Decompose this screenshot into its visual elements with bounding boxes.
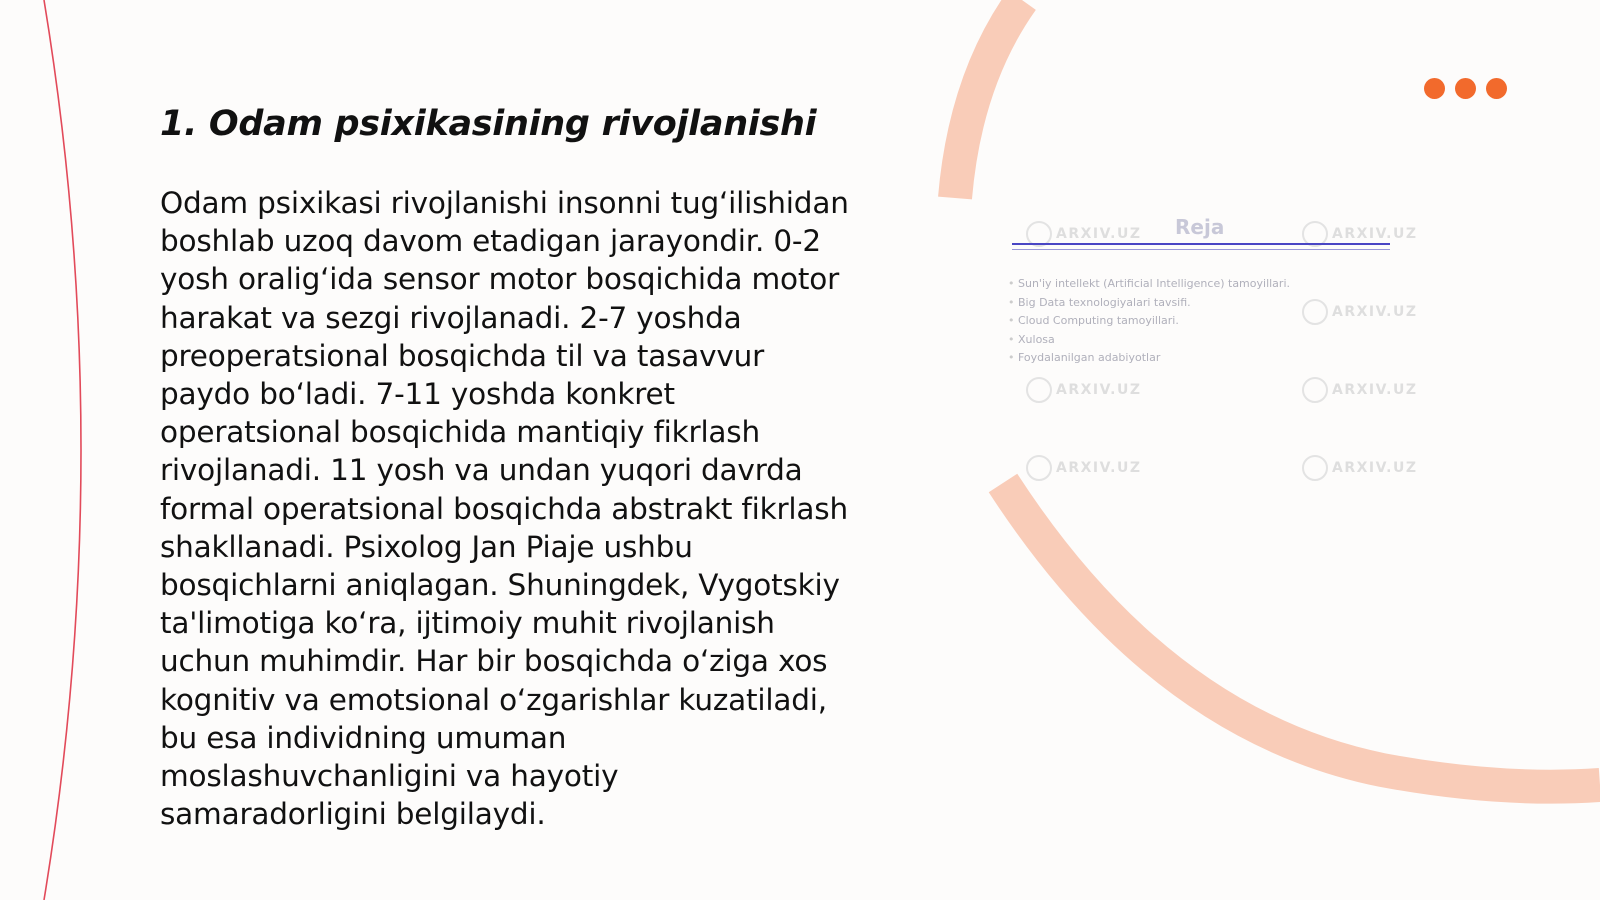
thumbnail-title-rule	[1012, 243, 1390, 250]
watermark-text: ARXIV.UZ	[1302, 455, 1418, 481]
watermark-text: ARXIV.UZ	[1302, 221, 1418, 247]
dot-icon	[1486, 78, 1507, 99]
thumbnail-list-item: • Foydalanilgan adabiyotlar	[1008, 349, 1290, 368]
watermark-text: ARXIV.UZ	[1026, 455, 1142, 481]
dot-icon	[1424, 78, 1445, 99]
thumbnail-list-item: • Big Data texnologiyalari tavsifi.	[1008, 294, 1290, 313]
left-accent-curve	[44, 0, 81, 900]
thumbnail-list	[1008, 275, 1290, 368]
watermark-text: ARXIV.UZ	[1302, 377, 1418, 403]
watermark-text: ARXIV.UZ	[1302, 299, 1418, 325]
dots-decoration	[1424, 78, 1507, 99]
watermark-text: ARXIV.UZ	[1026, 221, 1142, 247]
watermark-text: ARXIV.UZ	[1026, 377, 1142, 403]
accent-arc-upper	[955, 0, 1022, 198]
thumbnail-list-item: • Xulosa	[1008, 331, 1290, 350]
embedded-slide-thumbnail	[1000, 205, 1430, 495]
slide-body-text: Odam psixikasi rivojlanishi insonni tug‘ilishidan boshlab uzoq davom etadigan jarayondir. 0-2 yosh oralig‘ida sensor motor bosqichida motor harakat va sezgi rivojlanadi. 2-7 yoshda preoperatsional bosqichda til va tasavvur paydo bo‘ladi. 7-11 yoshda konkret operatsional bosqichida mantiqiy fikrlash rivojlanadi. 11 yosh va undan yuqori davrda formal operatsional bosqichda abstrakt fikrlash shakllanadi. Psixolog Jan Piaje ushbu bosqichlarni aniqlagan. Shuningdek, Vygotskiy ta'limotiga ko‘ra, ijtimoiy muhit rivojlanish uchun muhimdir. Har bir bosqichda o‘ziga xos kognitiv va emotsional o‘zgarishlar kuzatiladi, bu esa individning umuman moslashuvchanligini va hayotiy samaradorligini belgilaydi.	[160, 186, 849, 832]
thumbnail-list-item: • Sun'iy intellekt (Artificial Intelligence) tamoyillari.	[1008, 275, 1290, 294]
accent-arc-lower	[1003, 483, 1600, 787]
slide-title: 1. Odam psixikasining rivojlanishi	[160, 104, 817, 144]
dot-icon	[1455, 78, 1476, 99]
thumbnail-title: Reja	[1175, 215, 1225, 239]
thumbnail-list-item: • Cloud Computing tamoyillari.	[1008, 312, 1290, 331]
